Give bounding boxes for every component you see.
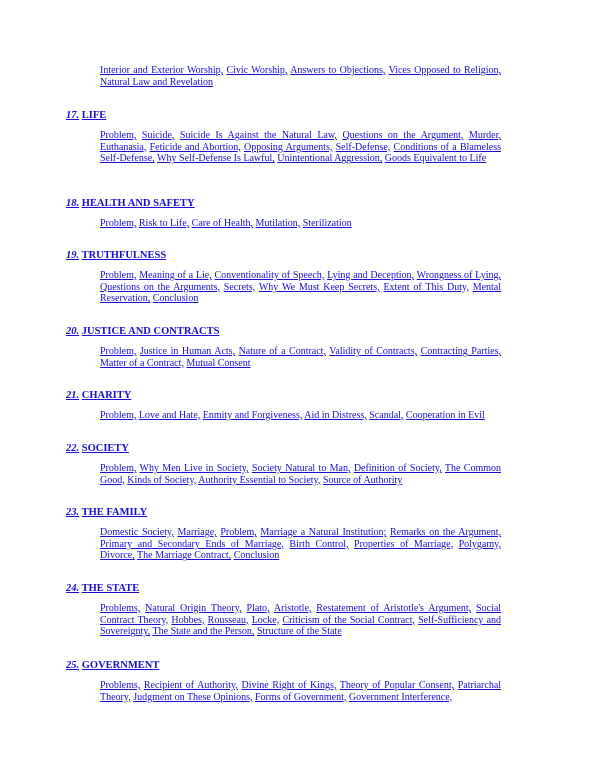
toc-link-problem[interactable]: Problem, [100,463,137,474]
section-number-link[interactable]: 25. [66,660,80,671]
toc-link-problems[interactable]: Problems, [100,603,141,614]
toc-link-domestic-society[interactable]: Domestic Society, [100,527,174,538]
section-number-link[interactable]: 24. [66,583,80,594]
toc-link-matter-of-a-contract[interactable]: Matter of a Contract, [100,357,184,369]
section-heading [66,583,501,595]
toc-link-plato[interactable]: Plato, [246,603,270,614]
toc-link-problem[interactable]: Problem, [100,218,137,229]
toc-link-birth-control[interactable]: Birth Control, [289,538,349,550]
section-topic-links [100,270,501,305]
section-18-health-and-safety [66,198,501,230]
toc-link-mutilation[interactable]: Mutilation, [255,218,301,229]
toc-link-love-and-hate[interactable]: Love and Hate, [138,410,201,421]
toc-link-mutual-consent[interactable]: Mutual Consent [186,357,251,369]
toc-link-problems[interactable]: Problems, [100,680,141,691]
section-heading [66,507,501,519]
section-heading [66,326,501,338]
section-number-link[interactable]: 17. [66,110,80,121]
toc-link-marriage[interactable]: Marriage, [177,527,217,538]
toc-link-conclusion[interactable]: Conclusion [233,550,280,562]
toc-link-vices-opposed-to-religion[interactable]: Vices Opposed to Religion, [388,65,502,76]
toc-link-social-contract-theory[interactable]: Social Contract Theory, [100,603,502,626]
toc-link-problem[interactable]: Problem, [100,130,137,141]
toc-link-conventionality-of-speech[interactable]: Conventionality of Speech, [214,270,325,281]
section-topic-links [100,346,501,369]
section-topic-links [100,130,501,165]
toc-link-society-natural-to-man[interactable]: Society Natural to Man, [251,463,351,474]
toc-link-secrets[interactable]: Secrets, [223,281,256,293]
section-heading [66,390,501,402]
section-title-link[interactable]: GOVERNMENT [81,660,160,671]
toc-link-contracting-parties[interactable]: Contracting Parties, [420,346,502,357]
toc-link-problem[interactable]: Problem, [220,527,257,538]
section-topic-links [100,680,501,703]
toc-link-patriarchal-theory[interactable]: Patriarchal Theory, [100,680,502,703]
toc-link-structure-of-the-state[interactable]: Structure of the State [256,626,342,638]
toc-link-civic-worship[interactable]: Civic Worship, [226,65,288,76]
toc-link-questions-on-the-argument[interactable]: Questions on the Argument, [342,130,464,141]
section-22-society [66,443,501,486]
toc-link-self-sufficiency-and-sovereignty[interactable]: Self-Sufficiency and Sovereignty, [100,614,502,638]
toc-link-lying-and-deception[interactable]: Lying and Deception, [327,270,415,281]
section-21-charity [66,390,501,422]
toc-link-marriage-a-natural-institution[interactable]: Marriage a Natural Institution; [260,527,387,538]
section-24-the-state [66,583,501,638]
section-heading [66,198,501,210]
toc-link-unintentional-aggression[interactable]: Unintentional Aggression, [277,153,383,165]
toc-link-opposing-arguments[interactable]: Opposing Arguments, [244,141,333,153]
toc-link-nature-of-a-contract[interactable]: Nature of a Contract, [238,346,326,357]
toc-link-forms-of-government[interactable]: Forms of Government, [255,691,347,703]
toc-link-divorce[interactable]: Divorce, [100,550,135,562]
section-25-government [66,660,501,703]
section-title-link[interactable]: THE STATE [81,583,140,594]
toc-link-properties-of-marriage[interactable]: Properties of Marriage, [354,538,454,550]
section-title-link[interactable]: LIFE [81,110,107,121]
section-heading [66,660,501,672]
toc-link-conclusion[interactable]: Conclusion [152,293,199,305]
toc-link-feticide-and-abortion[interactable]: Feticide and Abortion, [149,141,241,153]
toc-link-self-defense[interactable]: Self-Defense, [335,141,391,153]
section-20-justice-and-contracts [66,326,501,369]
toc-link-suicide[interactable]: Suicide, [141,130,175,141]
toc-link-judgment-on-these-opinions[interactable]: Judgment on These Opinions, [133,691,253,703]
toc-link-definition-of-society[interactable]: Definition of Society, [353,463,442,474]
section-number-link[interactable]: 21. [66,390,80,401]
section-heading [66,110,501,122]
toc-link-kinds-of-society[interactable]: Kinds of Society, [127,474,197,486]
toc-link-the-marriage-contract[interactable]: The Marriage Contract, [137,550,232,562]
toc-link-interior-and-exterior-worship[interactable]: Interior and Exterior Worship, [100,65,224,76]
toc-link-polygamy[interactable]: Polygamy, [458,538,502,550]
section-title-link[interactable]: HEALTH AND SAFETY [81,198,195,209]
section-title-link[interactable]: JUSTICE AND CONTRACTS [81,326,220,337]
toc-link-mental-reservation[interactable]: Mental Reservation, [100,281,502,305]
toc-link-enmity-and-forgiveness[interactable]: Enmity and Forgiveness, [202,410,303,421]
toc-link-theory-of-popular-consent[interactable]: Theory of Popular Consent, [339,680,455,691]
toc-link-remarks-on-the-argument[interactable]: Remarks on the Argument, [390,527,502,538]
toc-link-recipient-of-authority[interactable]: Recipient of Authority, [143,680,238,691]
toc-link-why-we-must-keep-secrets[interactable]: Why We Must Keep Secrets, [258,281,380,293]
section-topic-links [100,410,501,422]
toc-link-why-men-live-in-society[interactable]: Why Men Live in Society, [139,463,249,474]
section-topic-links [100,603,501,638]
section-23-the-family [66,507,501,562]
toc-link-restatement-of-aristotle-s-argument[interactable]: Restatement of Aristotle's Argument, [316,603,472,614]
toc-link-aristotle[interactable]: Aristotle, [273,603,312,614]
section-heading [66,443,501,455]
toc-link-aid-in-distress[interactable]: Aid in Distress, [304,410,367,421]
toc-link-scandal[interactable]: Scandal, [369,410,404,421]
section-number-link[interactable]: 20. [66,326,80,337]
toc-link-problem[interactable]: Problem, [100,346,137,357]
toc-link-cooperation-in-evil[interactable]: Cooperation in Evil [405,410,485,421]
toc-link-goods-equivalent-to-life[interactable]: Goods Equivalent to Life [384,153,487,165]
toc-link-validity-of-contracts[interactable]: Validity of Contracts, [329,346,418,357]
toc-link-extent-of-this-duty[interactable]: Extent of This Duty, [383,281,469,293]
toc-link-the-state-and-the-person[interactable]: The State and the Person, [152,626,255,638]
toc-link-risk-to-life[interactable]: Risk to Life, [138,218,190,229]
toc-link-source-of-authority[interactable]: Source of Authority [322,474,403,486]
toc-link-authority-essential-to-society[interactable]: Authority Essential to Society, [198,474,321,486]
toc-link-natural-origin-theory[interactable]: Natural Origin Theory, [145,603,242,614]
section-19-truthfulness [66,250,501,305]
toc-link-sterilization[interactable]: Sterilization [302,218,352,229]
section-topic-links [100,218,501,230]
toc-link-the-common-good[interactable]: The Common Good, [100,463,502,486]
toc-link-justice-in-human-acts[interactable]: Justice in Human Acts, [139,346,236,357]
toc-link-problem[interactable]: Problem, [100,270,137,281]
toc-link-suicide-is-against-the-natural-law[interactable]: Suicide Is Against the Natural Law, [179,130,337,141]
section-number-link[interactable]: 19. [66,250,80,261]
section-title-link[interactable]: TRUTHFULNESS [81,250,167,261]
toc-link-divine-right-of-kings[interactable]: Divine Right of Kings, [241,680,337,691]
toc-link-natural-law-and-revelation[interactable]: Natural Law and Revelation [100,76,214,88]
section-number-link[interactable]: 23. [66,507,80,518]
toc-link-wrongness-of-lying[interactable]: Wrongness of Lying, [416,270,502,281]
section-number-link[interactable]: 18. [66,198,80,209]
toc-link-questions-on-the-arguments[interactable]: Questions on the Arguments, [100,281,220,293]
toc-link-government-interference[interactable]: Government Interference, [348,691,453,703]
toc-link-rousseau[interactable]: Rousseau, [207,614,249,626]
toc-link-why-self-defense-is-lawful[interactable]: Why Self-Defense Is Lawful, [157,153,275,165]
section-topic-links [100,527,501,562]
toc-link-hobbes[interactable]: Hobbes, [171,614,205,626]
section-number-link[interactable]: 22. [66,443,80,454]
section-title-link[interactable]: SOCIETY [81,443,130,454]
section-title-link[interactable]: THE FAMILY [81,507,148,518]
section-topic-links [100,463,501,486]
toc-link-answers-to-objections[interactable]: Answers to Objections, [290,65,386,76]
toc-link-problem[interactable]: Problem, [100,410,137,421]
section-title-link[interactable]: CHARITY [81,390,132,401]
toc-link-euthanasia[interactable]: Euthanasia, [100,141,147,153]
toc-link-care-of-health[interactable]: Care of Health, [191,218,254,229]
intro-links [100,65,501,88]
toc-link-murder[interactable]: Murder, [468,130,502,141]
toc-link-criticism-of-the-social-contract[interactable]: Criticism of the Social Contract, [282,614,415,626]
toc-link-conditions-of-a-blameless-self-defense[interactable]: Conditions of a Blameless Self-Defense, [100,141,501,165]
toc-link-locke[interactable]: Locke, [251,614,280,626]
toc-link-primary-and-secondary-ends-of-marriage[interactable]: Primary and Secondary Ends of Marriage, [100,538,284,550]
section-17-life [66,110,501,165]
section-heading [66,250,501,262]
toc-link-meaning-of-a-lie[interactable]: Meaning of a Lie, [139,270,212,281]
